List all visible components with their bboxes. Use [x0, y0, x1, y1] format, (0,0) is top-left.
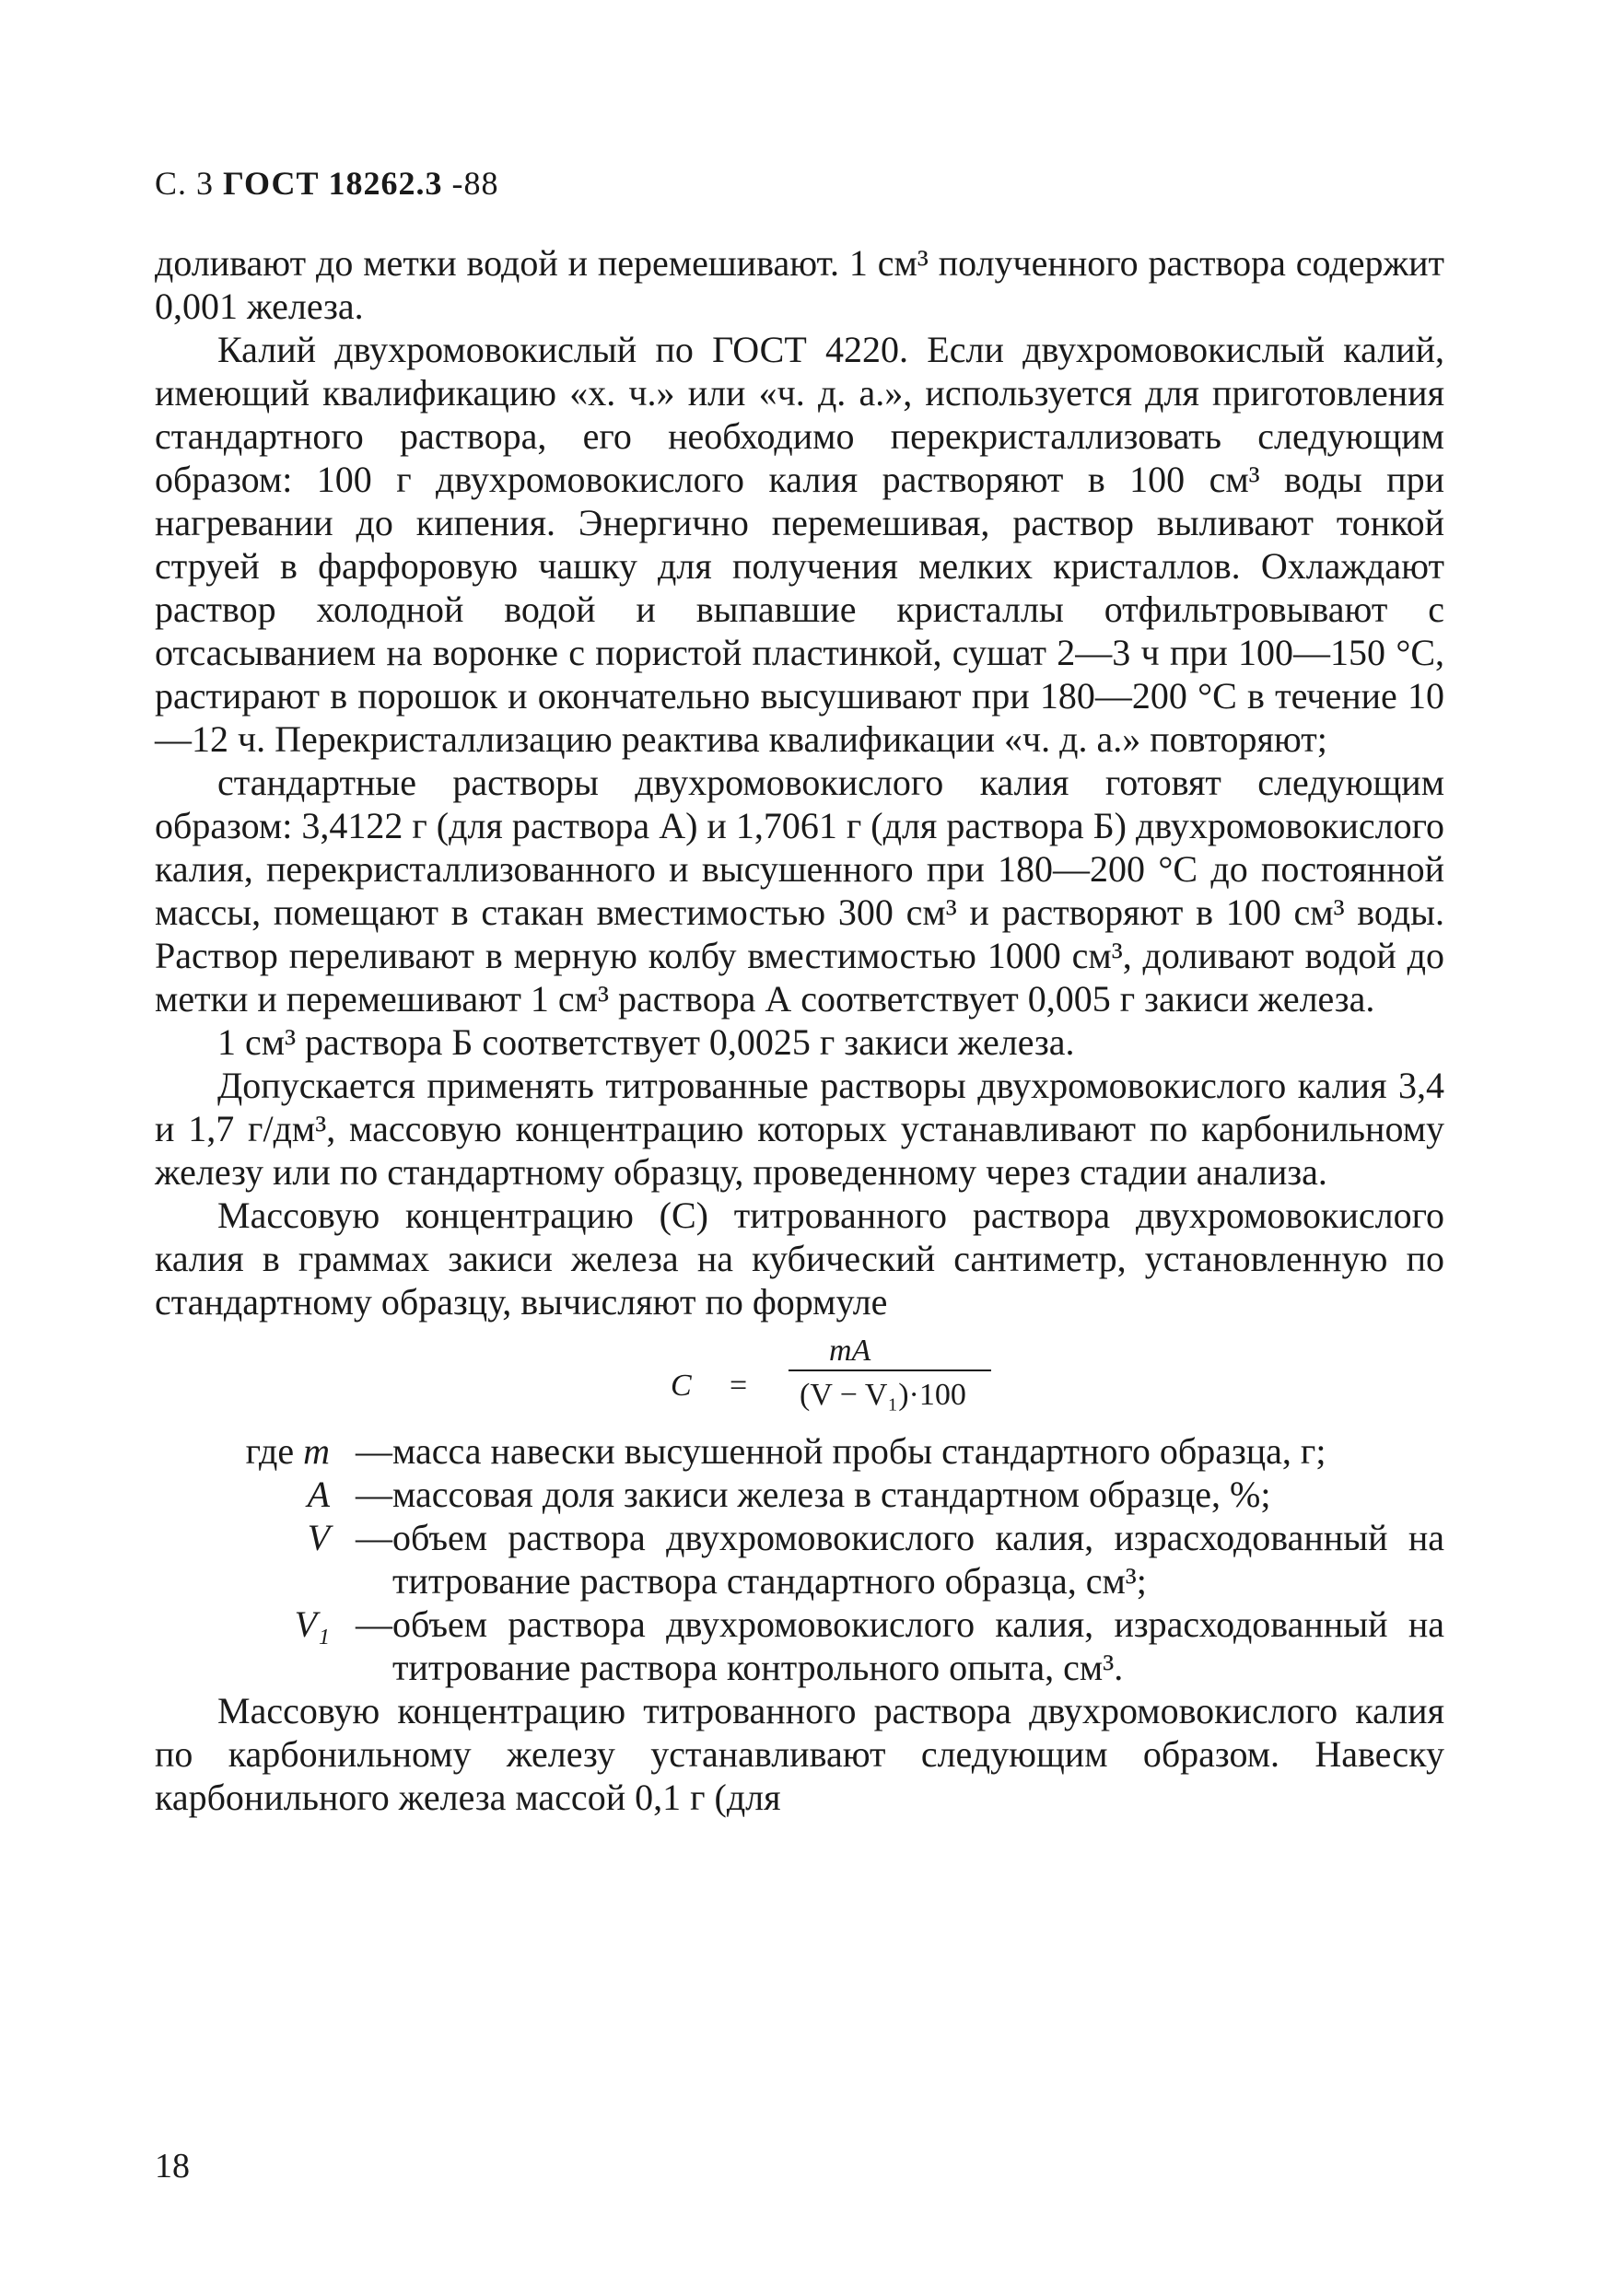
page-body	[155, 241, 1444, 1819]
definition-symbol-v: V	[307, 1517, 330, 1558]
paragraph-6: Массовую концентрацию (С) титрованного раствора двухромовокислого калия в граммах закиси железа на кубический сантиметр, установленную по стандартному образцу, вычисляют по формуле	[155, 1195, 1444, 1323]
definition-text-m: масса навески высушенной пробы стандартного образца, г;	[392, 1430, 1326, 1472]
formula-lhs: C	[671, 1369, 692, 1403]
page-number: 18	[155, 2147, 190, 2185]
formula-numerator: mA	[829, 1334, 871, 1368]
fraction-bar	[789, 1369, 991, 1371]
formula-equals: =	[730, 1369, 748, 1403]
definitions-lead: где	[245, 1430, 295, 1472]
header-standard: ГОСТ 18262.3	[223, 165, 443, 202]
definition-dash: —	[356, 1517, 392, 1558]
definition-text-v1: объем раствора двухромовокислого калия, израсходованный на титрование раствора контрольного опыта, см³.	[392, 1603, 1444, 1688]
paragraph-5: Допускается применять титрованные растворы двухромовокислого калия 3,4 и 1,7 г/дм³, массовую концентрацию которых устанавливают по карбонильному железу или по стандартному образцу, проведенному через стадии анализа.	[155, 1065, 1444, 1193]
definitions-list	[155, 1429, 1444, 1689]
paragraph-7: Массовую концентрацию титрованного раствора двухромовокислого калия по карбонильному железу устанавливают следующим образом. Навеску карбонильного железа массой 0,1 г (для	[155, 1690, 1444, 1818]
definition-dash: —	[356, 1430, 392, 1472]
definition-symbol-m: где m	[245, 1430, 330, 1472]
definition-dash: —	[356, 1474, 392, 1515]
definition-text-a: массовая доля закиси железа в стандартном образце, %;	[392, 1474, 1271, 1515]
definition-text-v: объем раствора двухромовокислого калия, израсходованный на титрование раствора стандартного образца, см³;	[392, 1517, 1444, 1602]
definition-symbol-a: A	[307, 1474, 330, 1515]
paragraph-3: стандартные растворы двухромовокислого калия готовят следующим образом: 3,4122 г (для раствора А) и 1,7061 г (для раствора Б) двухромовокислого калия, перекристаллизованного и высушенного при 180—200 °С до постоянной массы, помещают в стакан вместимостью 300 см³ и растворяют в 100 см³ воды. Раствор переливают в мерную колбу вместимостью 1000 см³, доливают водой до метки и перемешивают 1 см³ раствора А соответствует 0,005 г закиси железа.	[155, 762, 1444, 1020]
paragraph-2: Калий двухромовокислый по ГОСТ 4220. Если двухромовокислый калий, имеющий квалификацию «х. ч.» или «ч. д. а.», используется для приготовления стандартного раствора, его необходимо перекристаллизовать следующим образом: 100 г двухромовокислого калия растворяют в 100 см³ воды при нагревании до кипения. Энергично перемешивая, раствор выливают тонкой струей в фарфоровую чашку для получения мелких кристаллов. Охлаждают раствор холодной водой и выпавшие кристаллы отфильтровывают с отсасыванием на воронке с пористой пластинкой, сушат 2—3 ч при 100—150 °С, растирают в порошок и окончательно высушивают при 180—200 °С в течение 10—12 ч. Перекристаллизацию реактива квалификации «ч. д. а.» повторяют;	[155, 329, 1444, 760]
header-page-label: С. 3	[155, 165, 215, 202]
paragraph-4: 1 см³ раствора Б соответствует 0,0025 г закиси железа.	[217, 1021, 1075, 1063]
paragraph-1: доливают до метки водой и перемешивают. 1 см³ полученного раствора содержит 0,001 железа.	[155, 242, 1444, 327]
definition-symbol-v1: V₁	[294, 1603, 330, 1645]
formula-block	[155, 1323, 1444, 1429]
running-header	[155, 164, 498, 203]
formula-denominator: (V − V₁)·100	[800, 1378, 966, 1412]
header-year: -88	[451, 165, 499, 202]
definition-dash: —	[356, 1603, 392, 1645]
